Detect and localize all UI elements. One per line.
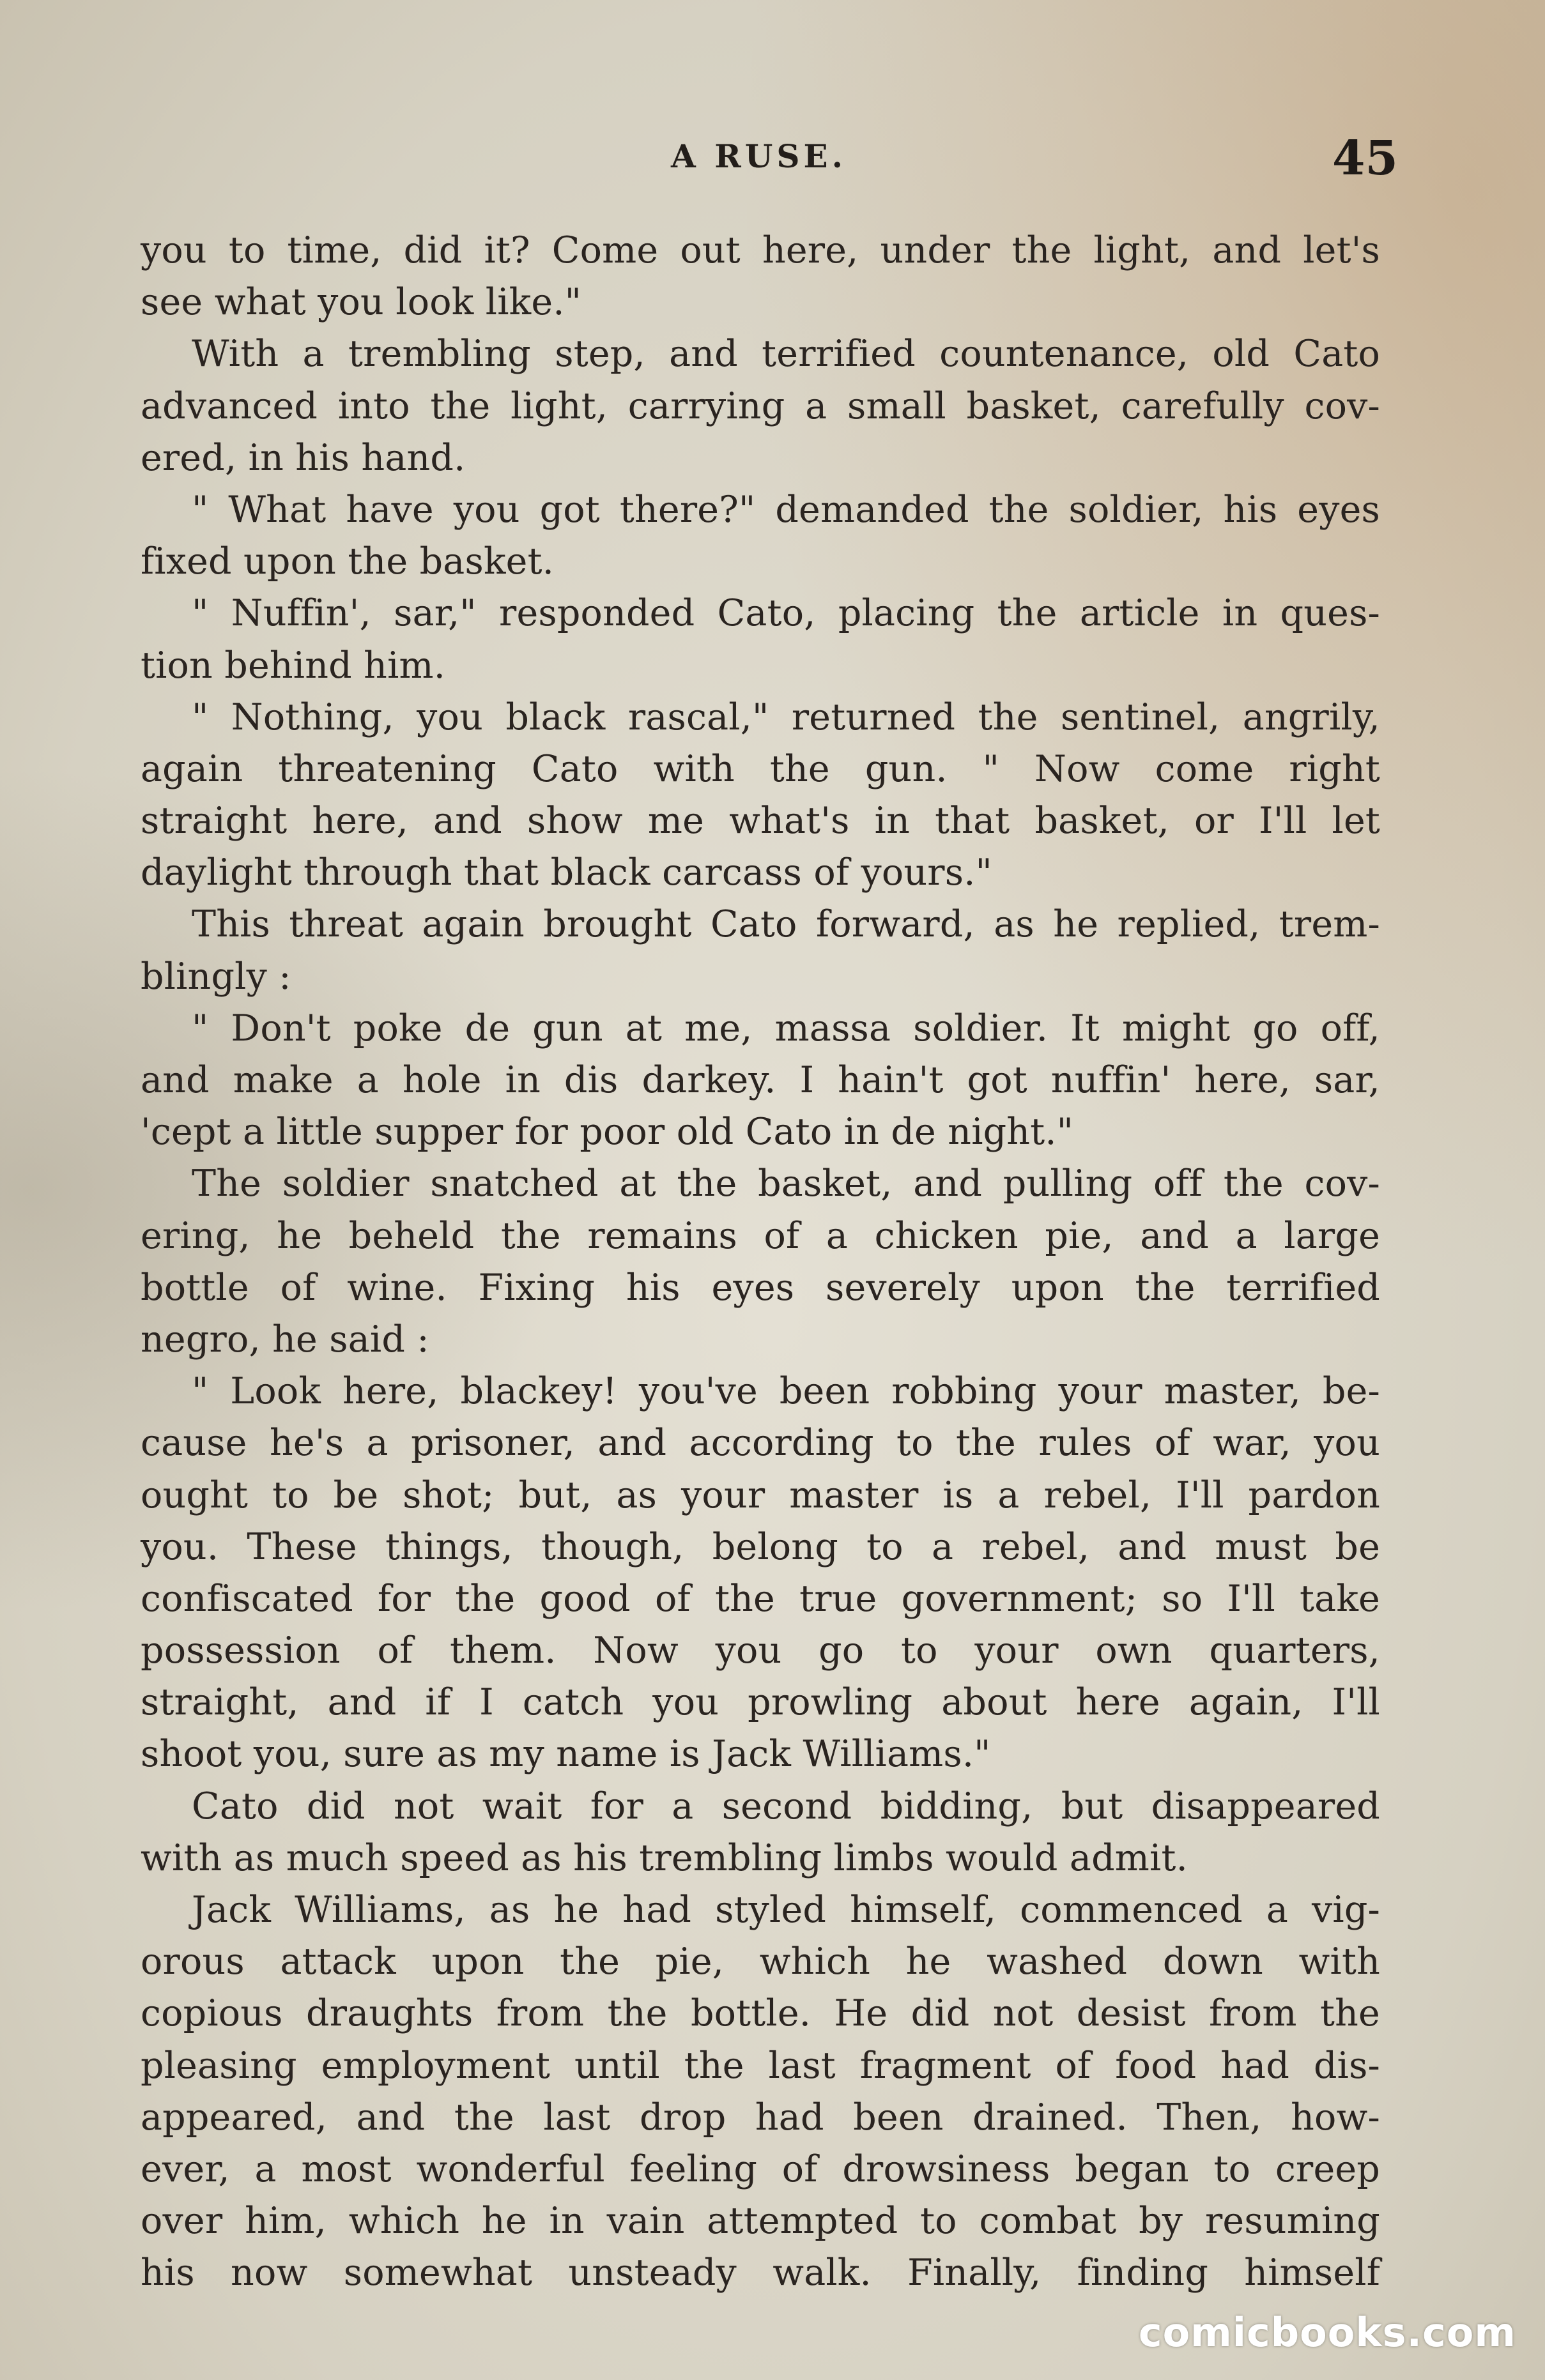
text-line: cause he's a prisoner, and according to the rules of war, you: [141, 1422, 1380, 1465]
text-line: copious draughts from the bottle. He did not desist from the: [141, 1992, 1380, 2035]
text-line: 'cept a little supper for poor old Cato in de night.": [141, 1111, 1074, 1154]
text-line: straight here, and show me what's in that basket, or I'll let: [141, 800, 1380, 843]
text-line: This threat again brought Cato forward, as he replied, trem-: [192, 903, 1380, 946]
text-line: With a trembling step, and terrified countenance, old Cato: [192, 333, 1380, 376]
text-line: appeared, and the last drop had been drained. Then, how-: [141, 2096, 1380, 2139]
text-line: ering, he beheld the remains of a chicken pie, and a large: [141, 1214, 1380, 1257]
text-line: pleasing employment until the last fragment of food had dis-: [141, 2044, 1380, 2087]
text-line: orous attack upon the pie, which he washed down with: [141, 1941, 1380, 1983]
text-line: bottle of wine. Fixing his eyes severely upon the terrified: [141, 1266, 1380, 1309]
text-line: Jack Williams, as he had styled himself, commenced a vig-: [192, 1889, 1380, 1931]
text-line: again threatening Cato with the gun. " Now come right: [141, 747, 1380, 790]
text-line: shoot you, sure as my name is Jack Williams.": [141, 1733, 991, 1776]
text-line: advanced into the light, carrying a small basket, carefully cov-: [141, 385, 1380, 427]
text-line: " Look here, blackey! you've been robbing your master, be-: [192, 1370, 1380, 1413]
text-line: blingly :: [141, 955, 291, 998]
text-line: ought to be shot; but, as your master is a rebel, I'll pardon: [141, 1474, 1380, 1516]
text-line: " Don't poke de gun at me, massa soldier. It might go off,: [192, 1007, 1380, 1049]
text-line: " Nuffin', sar," responded Cato, placing the article in ques-: [192, 592, 1380, 635]
text-line: tion behind him.: [141, 644, 446, 687]
text-line: his now somewhat unsteady walk. Finally, finding himself: [141, 2252, 1380, 2294]
text-line: and make a hole in dis darkey. I hain't got nuffin' here, sar,: [141, 1059, 1380, 1101]
text-line: you. These things, though, belong to a rebel, and must be: [141, 1525, 1380, 1568]
text-line: fixed upon the basket.: [141, 540, 555, 583]
text-line: " Nothing, you black rascal," returned the sentinel, angrily,: [192, 696, 1380, 738]
running-head: A RUSE.: [671, 137, 847, 175]
text-line: The soldier snatched at the basket, and pulling off the cov-: [192, 1163, 1380, 1205]
page-header: [0, 131, 1545, 188]
text-line: see what you look like.": [141, 281, 582, 324]
text-line: daylight through that black carcass of yours.": [141, 851, 992, 894]
text-line: " What have you got there?" demanded the soldier, his eyes: [192, 488, 1380, 531]
text-line: straight, and if I catch you prowling about here again, I'll: [141, 1681, 1380, 1724]
site-watermark: comicbooks.com: [1138, 2309, 1516, 2356]
text-line: negro, he said :: [141, 1318, 429, 1361]
text-line: confiscated for the good of the true government; so I'll take: [141, 1577, 1380, 1620]
text-line: possession of them. Now you go to your own quarters,: [141, 1629, 1380, 1672]
text-line: Cato did not wait for a second bidding, but disappeared: [192, 1785, 1380, 1827]
text-line: over him, which he in vain attempted to combat by resuming: [141, 2200, 1380, 2243]
text-line: ered, in his hand.: [141, 436, 466, 479]
text-line: you to time, did it? Come out here, under the light, and let's: [141, 229, 1380, 271]
page-number: 45: [1332, 131, 1398, 186]
text-line: with as much speed as his trembling limbs would admit.: [141, 1836, 1188, 1879]
text-line: ever, a most wonderful feeling of drowsiness began to creep: [141, 2147, 1380, 2190]
body-text: [141, 225, 1380, 2300]
